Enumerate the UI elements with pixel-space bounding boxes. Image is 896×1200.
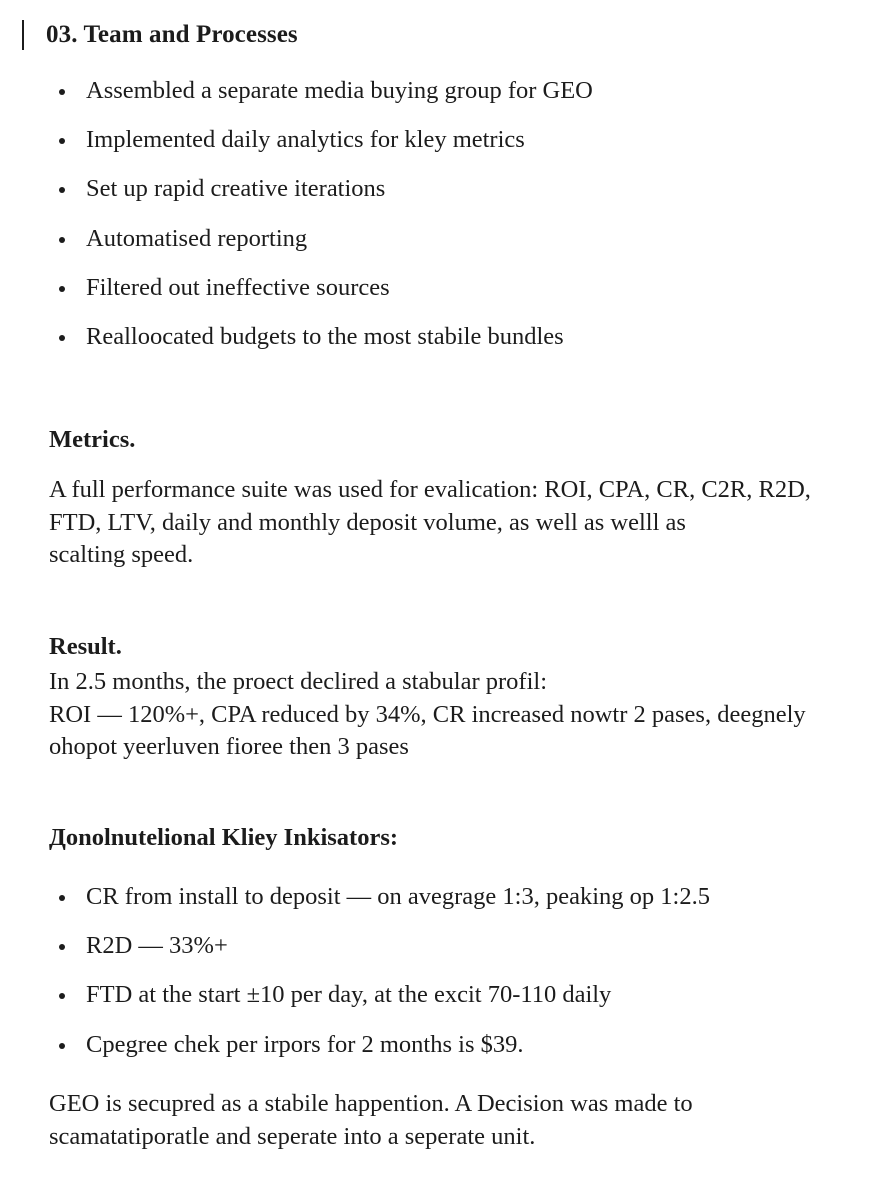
list-item — [0, 1031, 710, 1080]
additional-indicators-list — [0, 883, 710, 1080]
bullet-icon — [59, 895, 65, 901]
metrics-paragraph — [49, 474, 849, 572]
result-line: ohopot yeerluven fioree then 3 pases — [49, 733, 409, 760]
team-processes-list — [0, 77, 593, 372]
list-item-text: Set up rapid creative iterations — [86, 175, 386, 203]
conclusion-line: GEO is secupred as a stabile happention. A Decision was made to — [49, 1090, 693, 1117]
list-item — [0, 175, 593, 224]
list-item-text: Realloocated budgets to the most stabile bundles — [86, 322, 564, 350]
list-item-text: Cpegree chek per irpors for 2 months is $39. — [86, 1030, 524, 1058]
bullet-icon — [59, 237, 65, 243]
bullet-icon — [59, 286, 65, 292]
list-item-text: Automatised reporting — [86, 224, 308, 252]
list-item — [0, 932, 710, 981]
result-line: In 2.5 months, the proect declired a stabular profil: — [49, 668, 548, 695]
list-item-text: Assembled a separate media buying group for GEO — [86, 77, 593, 104]
list-item — [0, 77, 593, 126]
conclusion-line: scamatatiporatle and seperate into a seperate unit. — [49, 1122, 536, 1150]
section-header — [22, 18, 298, 52]
list-item-text: Filtered out ineffective sources — [86, 273, 390, 301]
result-line: ROI — 120%+, CPA reduced by 34%, CR increased nowtr 2 pases, deegnely — [49, 700, 806, 728]
list-item-text: Implemented daily analytics for kley metrics — [86, 126, 525, 154]
bullet-icon — [59, 89, 65, 95]
metrics-line: A full performance suite was used for evalication: ROI, CPA, CR, C2R, R2D, — [49, 476, 811, 503]
metrics-heading: Metrics. — [49, 426, 136, 453]
section-divider-bar — [22, 20, 24, 50]
bullet-icon — [59, 187, 65, 193]
section-title: 03. Team and Processes — [46, 21, 298, 48]
conclusion-paragraph — [49, 1088, 849, 1153]
bullet-icon — [59, 335, 65, 341]
bullet-icon — [59, 944, 65, 950]
additional-indicators-heading: Дonolnutelional Kliey Inkisators: — [49, 824, 399, 851]
result-paragraph — [49, 666, 849, 764]
list-item — [0, 225, 593, 274]
list-item — [0, 883, 710, 932]
list-item-text: FTD at the start ±10 per day, at the excit 70-110 daily — [86, 981, 612, 1009]
bullet-icon — [59, 993, 65, 999]
bullet-icon — [59, 138, 65, 144]
list-item — [0, 274, 593, 323]
list-item — [0, 126, 593, 175]
list-item — [0, 981, 710, 1030]
metrics-line: scalting speed. — [49, 541, 194, 568]
bullet-icon — [59, 1043, 65, 1049]
list-item — [0, 323, 593, 372]
metrics-line: FTD, LTV, daily and monthly deposit volume, as well as welll as — [49, 508, 686, 536]
result-heading: Result. — [49, 633, 122, 660]
list-item-text: CR from install to deposit — on avegrage 1:3, peaking oр 1:2.5 — [86, 883, 710, 910]
list-item-text: R2D — 33%+ — [86, 932, 228, 960]
